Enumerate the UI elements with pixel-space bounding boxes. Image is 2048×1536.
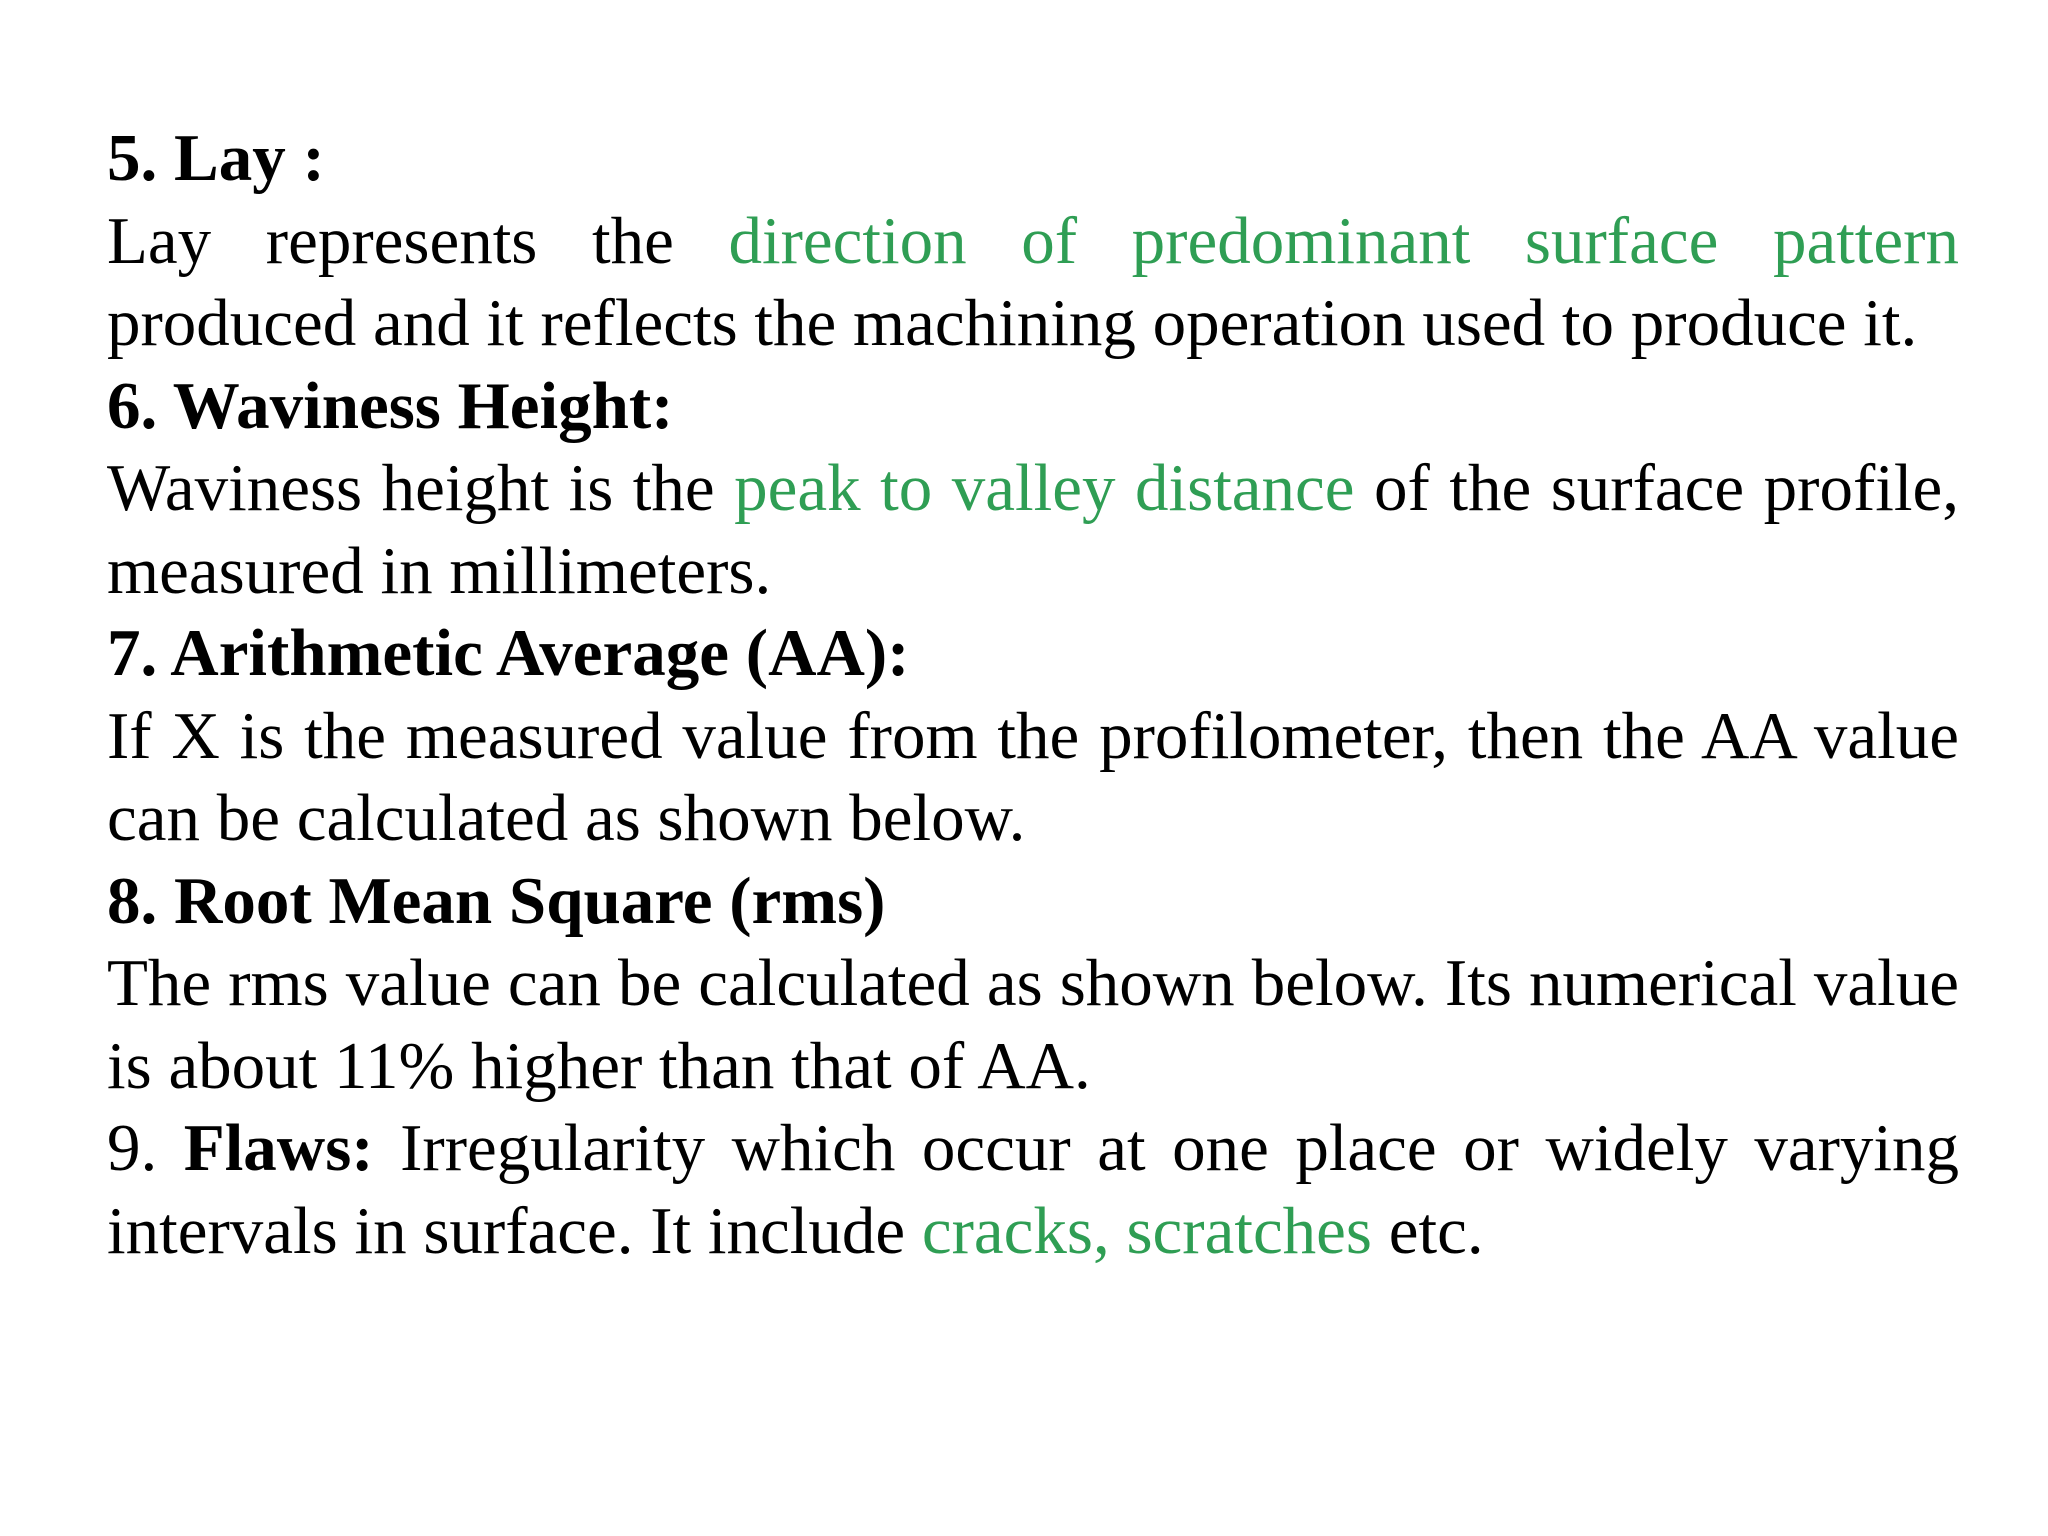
slide-content xyxy=(107,117,1959,1272)
flaws-label: Flaws: xyxy=(183,1111,374,1185)
flaws-text-after: etc. xyxy=(1372,1193,1484,1268)
waviness-highlight: peak to valley distance xyxy=(734,451,1355,525)
lay-heading: 5. Lay : xyxy=(107,121,325,195)
flaws-number: 9. xyxy=(107,1111,184,1185)
waviness-text-before: Waviness height is the xyxy=(107,451,735,525)
lay-paragraph xyxy=(107,200,1959,365)
rms-paragraph: The rms value can be calculated as shown below. Its numerical value is about 11% higher than that of AA. xyxy=(107,946,1959,1103)
waviness-paragraph xyxy=(107,447,1959,612)
flaws-highlight: cracks, scratches xyxy=(921,1193,1372,1268)
lay-text-before: Lay represents the xyxy=(107,203,729,278)
rms-heading: 8. Root Mean Square (rms) xyxy=(107,863,886,938)
aa-heading: 7. Arithmetic Average (AA): xyxy=(107,616,910,690)
waviness-text-after: of the surface profile, measured in millimeters. xyxy=(107,451,1959,608)
aa-paragraph: If X is the measured value from the profilometer, then the AA value can be calculated as shown below. xyxy=(107,698,1959,855)
flaws-paragraph xyxy=(107,1107,1959,1272)
waviness-heading: 6. Waviness Height: xyxy=(107,368,674,443)
lay-text-after: produced and it reflects the machining operation used to produce it. xyxy=(107,286,1918,360)
lay-highlight: direction of predominant surface pattern xyxy=(728,203,1959,278)
flaws-text-before: Irregularity which occur at one place or widely varying intervals in surface. It include xyxy=(107,1111,1959,1268)
